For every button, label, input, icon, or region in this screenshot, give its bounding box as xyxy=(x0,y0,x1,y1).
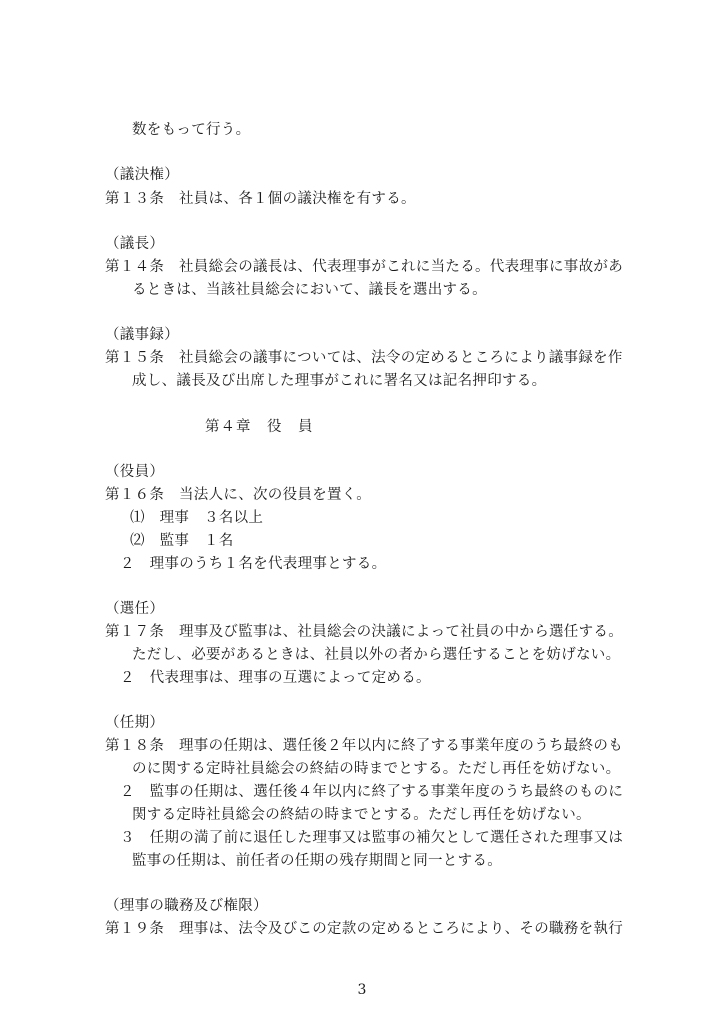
article-heading: （議事録） xyxy=(105,327,179,343)
paragraph-item: ２ 監事の任期は、選任後４年以内に終了する事業年度のうち最終のものに xyxy=(120,784,624,800)
text-line: 数をもって行う。 xyxy=(132,122,251,138)
article-text: 第１７条 理事及び監事は、社員総会の決議によって社員の中から選任する。 xyxy=(105,624,623,640)
paragraph-item: 監事の任期は、前任者の任期の残存期間と同一とする。 xyxy=(132,853,502,869)
article-text: 第１８条 理事の任期は、選任後２年以内に終了する事業年度のうち最終のも xyxy=(105,738,623,754)
list-item: ⑵ 監事 １名 xyxy=(130,533,234,549)
article-text: るときは、当該社員総会において、議長を選出する。 xyxy=(132,282,487,298)
list-item: ⑴ 理事 ３名以上 xyxy=(130,510,264,526)
article-text: 第１４条 社員総会の議長は、代表理事がこれに当たる。代表理事に事故があ xyxy=(105,259,623,275)
article-text: 第１６条 当法人に、次の役員を置く。 xyxy=(105,487,372,503)
chapter-title: 第４章 役 員 xyxy=(205,419,314,435)
paragraph-item: ２ 理事のうち１名を代表理事とする。 xyxy=(120,556,387,572)
paragraph-item: 関する定時社員総会の終結の時までとする。ただし再任を妨げない。 xyxy=(132,807,591,823)
article-heading: （議決権） xyxy=(105,167,179,183)
article-heading: （議長） xyxy=(105,236,165,252)
page-number: 3 xyxy=(357,982,367,998)
article-text: 成し、議長及び出席した理事がこれに署名又は記名押印する。 xyxy=(132,373,547,389)
article-heading: （理事の職務及び権限） xyxy=(105,898,268,914)
paragraph-item: ３ 任期の満了前に退任した理事又は監事の補欠として選任された理事又は xyxy=(120,830,624,846)
article-text: 第１９条 理事は、法令及びこの定款の定めるところにより、その職務を執行 xyxy=(105,921,623,937)
article-heading: （役員） xyxy=(105,464,165,480)
article-text: ただし、必要があるときは、社員以外の者から選任することを妨げない。 xyxy=(132,647,621,663)
article-heading: （選任） xyxy=(105,601,165,617)
article-heading: （任期） xyxy=(105,715,165,731)
article-text: のに関する定時社員総会の終結の時までとする。ただし再任を妨げない。 xyxy=(132,761,621,777)
paragraph-item: ２ 代表理事は、理事の互選によって定める。 xyxy=(120,670,431,686)
article-text: 第１５条 社員総会の議事については、法令の定めるところにより議事録を作 xyxy=(105,350,623,366)
article-text: 第１３条 社員は、各１個の議決権を有する。 xyxy=(105,191,416,207)
